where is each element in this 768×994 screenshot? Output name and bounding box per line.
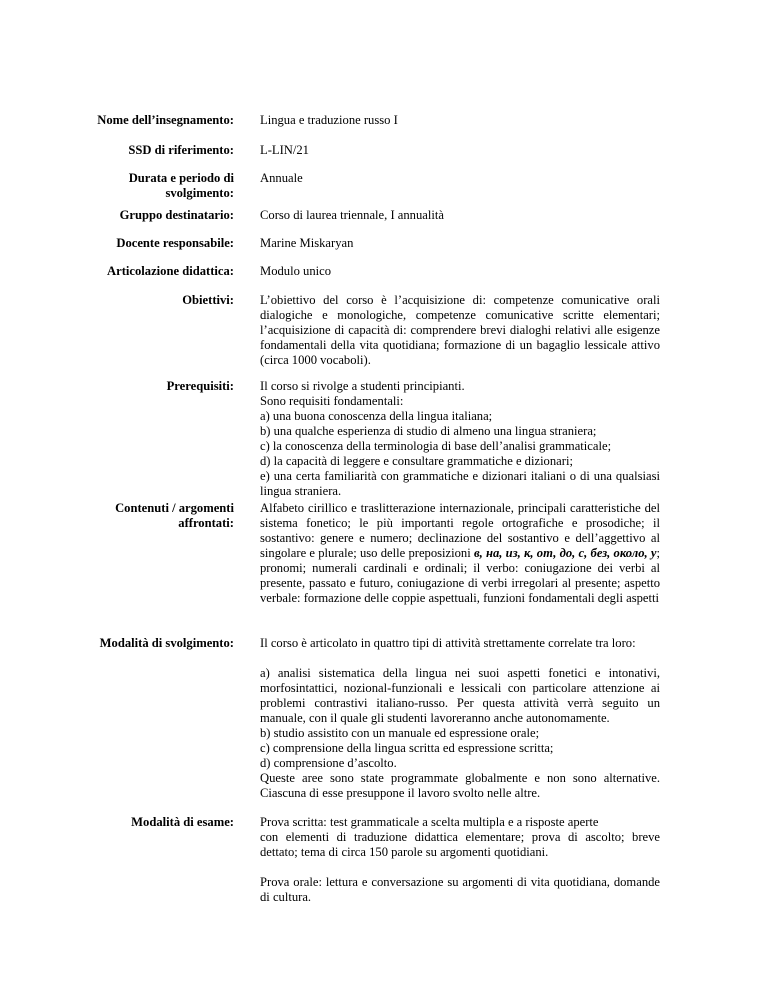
label-contenuti-line1: Contenuti / argomenti — [115, 501, 234, 515]
value-contenuti — [260, 501, 660, 606]
esame-scritta-rest: con elementi di traduzione didattica elementare; prova di ascolto; breve dettato; tema di circa 150 parole su argomenti quotidiani. — [260, 830, 660, 859]
label-prerequisiti: Prerequisiti: — [166, 379, 234, 393]
label-nome-insegnamento: Nome dell’insegnamento: — [97, 113, 234, 127]
prerequisiti-line: d) la capacità di leggere e consultare grammatiche e dizionari; — [260, 454, 573, 468]
value-modalita-esame — [260, 815, 660, 905]
prerequisiti-last: e) una certa familiarità con grammatiche e dizionari italiani o di una qualsiasi lingua straniera. — [260, 469, 660, 498]
contenuti-prepositions: в, на, из, к, от, до, с, без, около, у — [473, 546, 657, 560]
svolgimento-closing: Queste aree sono state programmate globalmente e non sono alternative. Ciascuna di esse presuppone il lavoro svolto nelle altre. — [260, 771, 660, 800]
label-gruppo: Gruppo destinatario: — [119, 208, 234, 222]
svolgimento-item-b: b) studio assistito con un manuale ed espressione orale; — [260, 726, 540, 740]
value-prerequisiti — [260, 379, 660, 499]
label-articolazione: Articolazione didattica: — [107, 264, 234, 278]
contenuti-text-after: ; pronomi; numerali cardinali e ordinali; il verbo: coniugazione dei verbi al presente, passato e futuro, coniugazione di verbi irregolari al presente; aspetto verbale: formazione delle coppie aspettuali, funzioni fondamentali degli aspetti — [260, 546, 660, 605]
prerequisiti-line: Sono requisiti fondamentali: — [260, 394, 404, 408]
svolgimento-item-d: d) comprensione d’ascolto. — [260, 756, 397, 770]
label-contenuti — [60, 501, 234, 531]
value-docente: Marine Miskaryan — [260, 236, 354, 250]
esame-orale: Prova orale: lettura e conversazione su argomenti di vita quotidiana, domande di cultura. — [260, 875, 660, 904]
label-docente: Docente responsabile: — [116, 236, 234, 250]
value-obiettivi: L’obiettivo del corso è l’acquisizione di: competenze comunicative orali dialogiche e monologiche, competenze comunicative scritte elementari; l’acquisizione di capacità di: comprendere brevi dialoghi relativi alle esigenze fondamentali della vita quotidiana; formazione di un bagaglio lessicale attivo (circa 1000 vocaboli). — [260, 293, 660, 367]
label-modalita-esame: Modalità di esame: — [131, 815, 234, 829]
esame-scritta-line1: Prova scritta: test grammaticale a scelta multipla e a risposte aperte — [260, 815, 599, 829]
prerequisiti-line: c) la conoscenza della terminologia di base dell’analisi grammaticale; — [260, 439, 612, 453]
prerequisiti-line: Il corso si rivolge a studenti principianti. — [260, 379, 465, 393]
label-contenuti-line2: affrontati: — [178, 516, 234, 530]
value-nome-insegnamento: Lingua e traduzione russo I — [260, 113, 398, 127]
value-durata: Annuale — [260, 171, 303, 185]
prerequisiti-line: b) una qualche esperienza di studio di almeno una lingua straniera; — [260, 424, 597, 438]
contenuti-text-before: Alfabeto cirillico e traslitterazione internazionale, principali caratteristiche del sistema fonetico; le più importanti regole ortografiche e prosodiche; il sostantivo: genere e numero; declinazione del sostantivo e dell’aggettivo al singolare e plurale; uso delle preposizioni — [260, 501, 660, 560]
label-durata — [60, 171, 234, 201]
svolgimento-intro: Il corso è articolato in quattro tipi di attività strettamente correlate tra loro: — [260, 636, 636, 650]
svolgimento-item-a: a) analisi sistematica della lingua nei suoi aspetti fonetici e intonativi, morfosintattici, nozional-funzionali e lessicali con particolare attenzione ai problemi contrastivi italiano-russo. Per questa attività verrà seguito un manuale, con il quale gli studenti lavoreranno anche autonomamente. — [260, 666, 660, 725]
value-articolazione: Modulo unico — [260, 264, 332, 278]
label-ssd: SSD di riferimento: — [128, 143, 234, 157]
value-modalita-svolgimento — [260, 636, 660, 801]
label-obiettivi: Obiettivi: — [182, 293, 234, 307]
svolgimento-item-c: c) comprensione della lingua scritta ed espressione scritta; — [260, 741, 554, 755]
value-ssd: L-LIN/21 — [260, 143, 309, 157]
label-durata-line1: Durata e periodo di — [128, 171, 234, 185]
label-modalita-svolgimento: Modalità di svolgimento: — [99, 636, 234, 650]
label-durata-line2: svolgimento: — [165, 186, 234, 200]
prerequisiti-line: a) una buona conoscenza della lingua italiana; — [260, 409, 493, 423]
value-gruppo: Corso di laurea triennale, I annualità — [260, 208, 444, 222]
